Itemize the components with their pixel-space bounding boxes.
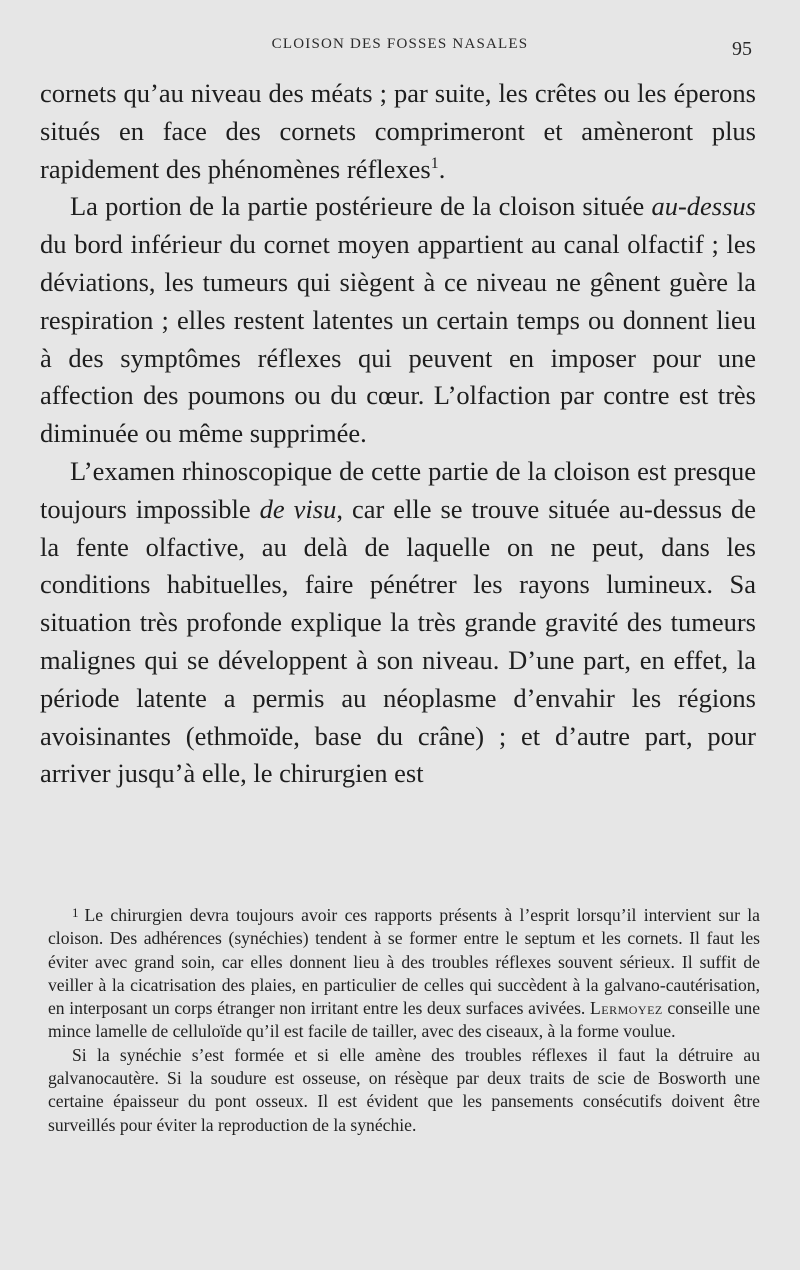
main-text: [40, 75, 756, 793]
text-run: L’examen rhinoscopique de cette partie de la cloison est presque toujours impossible: [40, 455, 756, 524]
text-run: du bord inférieur du cornet moyen appartient au canal olfactif ; les déviations, les tumeurs qui siègent à ce niveau ne gênent guère la respiration ; elles restent latentes un certain temps ou donnent lieu à des symptômes réflexes qui peuvent en imposer pour une affection des poumons ou du cœur. L’olfaction par contre est très diminuée ou même supprimée.: [40, 229, 756, 449]
text-run: , car elle se trouve située au-dessus de la fente olfactive, au delà de laquelle on ne peut, dans les conditions habituelles, faire pénétrer les rayons lumineux. Sa situation très profonde explique la très grande gravité des tumeurs malignes qui se développent à son niveau. D’une part, en effet, la période latente a permis au néoplasme d’envahir les régions avoisinantes (ethmoïde, base du crâne) ; et d’autre part, pour arriver jusqu’à elle, le chirurgien est: [40, 493, 757, 789]
author-name: Lermoyez: [590, 998, 663, 1019]
page-number: 95: [732, 38, 752, 60]
text-run: Si la synéchie s’est formée et si elle amène des troubles réflexes il faut la détruire au galvanocautère. Si la soudure est osseuse, on résèque par deux traits de scie de Bosworth une certaine épaisseur du pont osseux. Il est évident que les pansements consécutifs doivent être surveillés pour éviter la reproduction de la synéchie.: [48, 1044, 760, 1135]
running-head: [40, 36, 760, 60]
text-run: .: [438, 153, 446, 184]
text-run: Le chirurgien devra toujours avoir ces rapports présents à l’esprit lorsqu’il intervient sur la cloison. Des adhérences (synéchies) tendent à se former entre le septum et les cornets. Il faut les éviter avec grand soin, car elles donnent lieu à des troubles réflexes souvent sérieux. Il suffit de veiller à la cicatrisation des plaies, en particulier de celles qui succèdent à la galvano-cautérisation, en interposant un corps étranger non irritant entre les deux surfaces avivées.: [48, 905, 760, 1019]
text-run: La portion de la partie postérieure de la cloison située: [70, 191, 652, 222]
running-title: CLOISON DES FOSSES NASALES: [271, 36, 529, 52]
footnotes: [48, 901, 760, 1137]
paragraph-1: [40, 75, 756, 188]
footnote-continuation: [48, 1044, 760, 1137]
footnote-1: [48, 901, 760, 1044]
footnote-reference: 1: [430, 154, 439, 172]
italic-phrase: de visu: [259, 493, 337, 524]
paragraph-2: [40, 188, 756, 453]
italic-phrase: au-dessus: [651, 191, 756, 222]
text-run: cornets qu’au niveau des méats ; par suite, les crêtes ou les éperons situés en face des cornets comprimeront et amèneront plus rapidement des phénomènes réflexes: [40, 78, 756, 184]
paragraph-3: [40, 453, 756, 793]
footnote-marker: 1: [72, 905, 79, 920]
text-run: conseille une mince lamelle de celluloïde qu’il est facile de tailler, avec des ciseaux, à la forme voulue.: [48, 998, 761, 1042]
